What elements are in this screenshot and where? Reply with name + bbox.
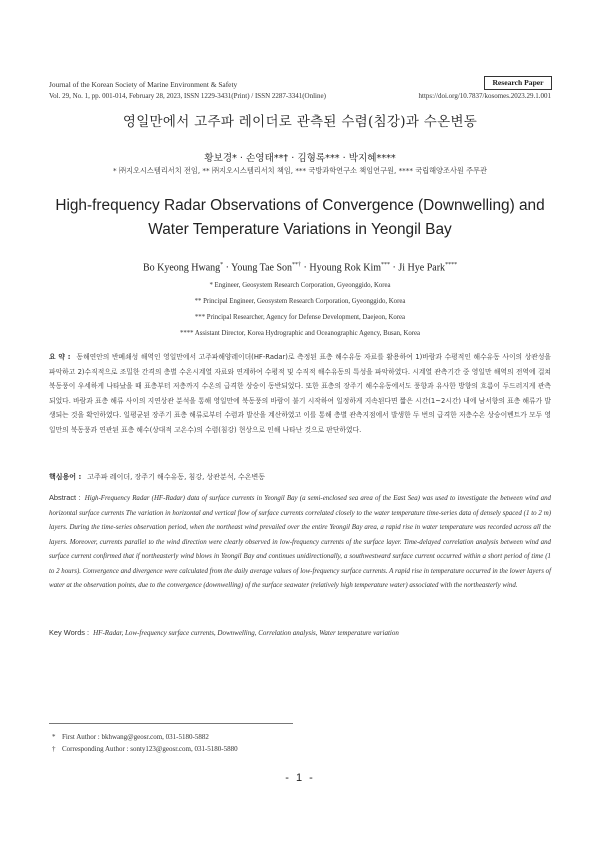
korean-keywords-label: 핵심용어 : xyxy=(49,473,82,481)
affiliation-line: * Engineer, Geosystem Research Corporation, Gyeonggido, Korea xyxy=(209,282,391,289)
english-keywords xyxy=(49,628,551,637)
citation-line xyxy=(49,92,551,100)
doi-link[interactable]: https://doi.org/10.7837/kosomes.2023.29.1.001 xyxy=(418,92,551,100)
author-separator: · xyxy=(303,262,307,274)
korean-abstract xyxy=(49,350,551,437)
footnote-first-author xyxy=(52,733,209,741)
volume-issn: Vol. 29, No. 1, pp. 001-014, February 28, 2023, ISSN 1229-3431(Print) / ISSN 2287-3341(Online) xyxy=(49,92,326,100)
english-abstract-text: High-Frequency Radar (HF-Radar) data of surface currents in Yeongil Bay (a semi-enclosed sea area of the East Sea) was used to investigate the between wind and horizontal surface currents The variation in horizontal and vertical flow of surface currents correlated closely to the water temperature time-series data of densely spaced (1 to 2 m) layers. During the time-series observation period, when the northeast wind prevailed over the entire Yeongil Bay area, a rapid rise in water temperature was recorded across all the layers. Moreover, currents parallel to the wind direction were clearly observed in low-frequency currents of the surface layer. Time-delayed correlation analysis between wind and surface current confirmed that if northeasterly wind blows in Yeongil Bay and continues unidirectionally, a southwestward surface current occurred within a short period of time (1 to 2 hours). Convergence and divergence were calculated from the daily average values of low-frequency surface currents. A rapid rise in temperature occurred in the lower layers of water at the observation points, due to the convergence (downwelling) of the surface seawater (relatively high temperature water) associated with the northeasterly wind. xyxy=(49,495,551,589)
author-name: Ji Hye Park xyxy=(398,262,446,274)
english-keywords-label: Key Words : xyxy=(49,628,90,637)
author-mark: **† xyxy=(292,262,302,268)
author-separator: · xyxy=(392,262,396,274)
author-mark: *** xyxy=(381,262,391,268)
author-mark: **** xyxy=(445,262,458,268)
english-affiliations xyxy=(0,278,600,342)
affiliation-line: *** Principal Researcher, Agency for Defense Development, Daejeon, Korea xyxy=(194,314,406,321)
english-title xyxy=(40,194,560,242)
affiliation-line: ** Principal Engineer, Geosystem Research Corporation, Gyeonggido, Korea xyxy=(194,298,406,305)
english-title-line-1: High-frequency Radar Observations of Convergence (Downwelling) and xyxy=(55,197,545,214)
author-name: Bo Kyeong Hwang xyxy=(142,262,221,274)
english-authors xyxy=(0,262,600,273)
affiliation-line: **** Assistant Director, Korea Hydrographic and Oceanographic Agency, Busan, Korea xyxy=(179,330,421,337)
english-abstract xyxy=(49,491,551,594)
footnote-divider xyxy=(49,723,293,724)
article-type-badge: Research Paper xyxy=(484,76,552,90)
footnote-text: First Author : bkhwang@geosr.com, 031-5180-5882 xyxy=(62,733,209,741)
footnote-mark: * xyxy=(52,733,56,741)
english-keywords-text: HF-Radar, Low-frequency surface currents, Downwelling, Correlation analysis, Water temperature variation xyxy=(93,629,399,637)
korean-abstract-text: 동해연안의 반폐쇄성 해역인 영일만에서 고주파해양레이더(HF-Radar)로 측정된 표층 해수유동 자료를 활용하여 1)바람과 수평적인 해수유동 사이의 상관성을 파악하고 2)수직적으로 조밀한 간격의 층별 수온시계열 자료와 연계하여 수평적 및 수직적 해수유동의 특성을 파악하였다. 시계열 관측기간 중 영일만 해역의 전역에 걸쳐 북동풍이 우세하게 나타났을 때 표층부터 저층까지 수온의 급격한 상승이 동반되었다. 또한 표층의 장주기 해수유동에서도 풍향과 유사한 방향의 흐름이 두드러지게 관측되었다. 바람과 표층 해류 사이의 지연상관 분석을 통해 영일만에 북동풍의 바람이 불기 시작하여 일정하게 지속된다면 짧은 시간(1~2시간) 내에 남서향의 표층 해류가 발생되는 것을 확인하였다. 일평균된 장주기 표층 해류로부터 수렴과 발산을 계산하였고 이를 통해 층별 관측지점에서 발생한 두 번의 급격한 저층수온 상승이벤트가 모두 영일만의 북동풍과 연관된 표층 해수(상대적 고온수)의 수렴(침강) 현상으로 인해 나타난 것으로 판단하였다. xyxy=(49,353,551,434)
author-separator: · xyxy=(225,262,229,274)
author-name: Hyoung Rok Kim xyxy=(309,262,382,274)
korean-keywords xyxy=(49,472,551,482)
korean-keywords-text: 고주파 레이더, 장주기 해수유동, 침강, 상관분석, 수온변동 xyxy=(87,473,266,481)
korean-affiliations: * ㈜지오시스템리서치 전임, ** ㈜지오시스템리서치 책임, *** 국방과학연구소 책임연구원, **** 국립해양조사원 주무관 xyxy=(113,166,487,175)
footnote-text: Corresponding Author : sonty123@geosr.com, 031-5180-5880 xyxy=(62,745,238,753)
footnote-corresponding-author xyxy=(52,745,238,753)
journal-name: Journal of the Korean Society of Marine Environment & Safety xyxy=(49,80,238,89)
korean-abstract-label: 요 약 : xyxy=(49,353,71,361)
footnote-mark: † xyxy=(52,745,56,753)
english-title-line-2: Water Temperature Variations in Yeongil Bay xyxy=(148,221,452,238)
english-abstract-label: Abstract : xyxy=(49,493,81,502)
korean-authors: 황보경* · 손영태**† · 김형록*** · 박지혜**** xyxy=(204,153,396,164)
page-number: - 1 - xyxy=(285,772,315,784)
author-name: Young Tae Son xyxy=(231,262,293,274)
korean-title: 영일만에서 고주파 레이더로 관측된 수렴(침강)과 수온변동 xyxy=(122,114,478,130)
author-mark: * xyxy=(220,262,224,268)
